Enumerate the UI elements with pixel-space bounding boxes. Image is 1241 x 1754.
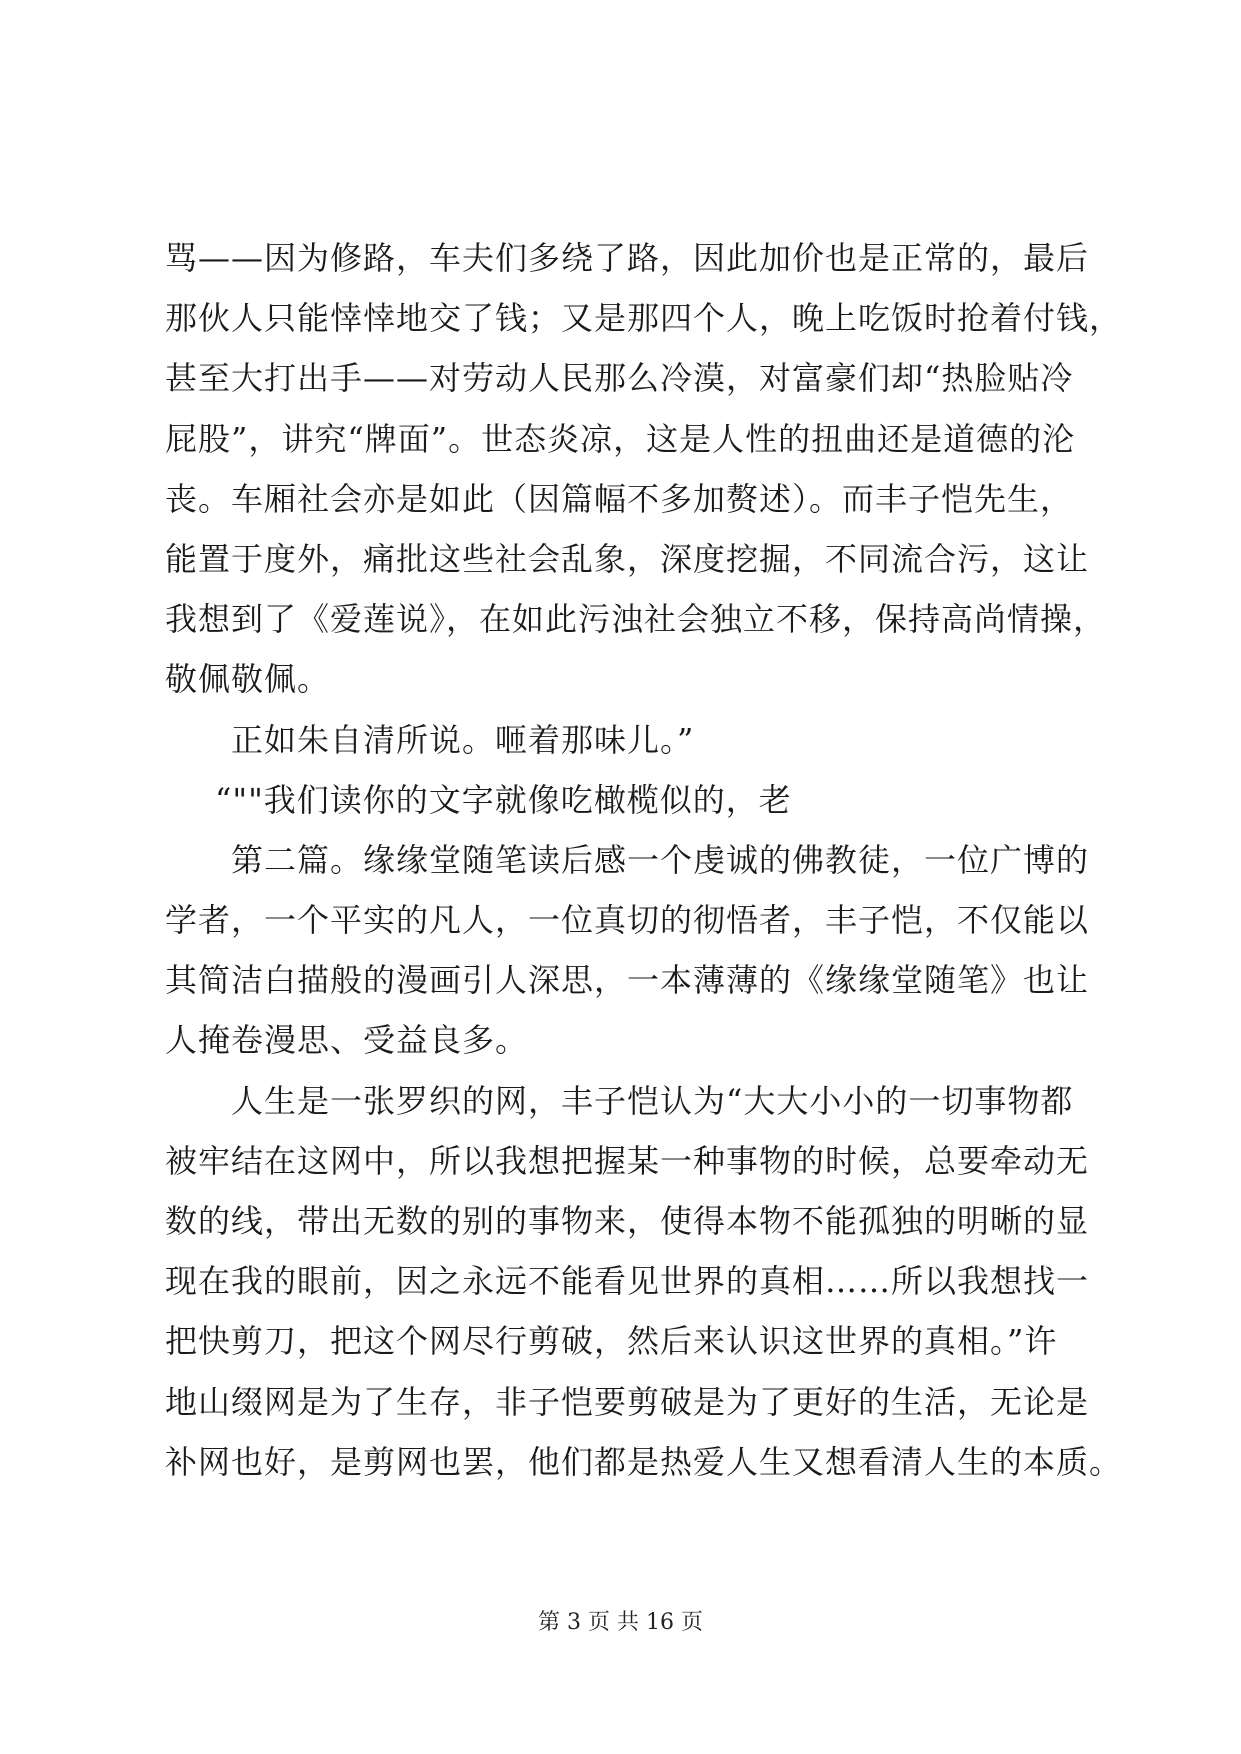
text-line: 丧。车厢社会亦是如此（因篇幅不多加赘述）。而丰子恺先生， [165,479,1074,518]
text-line: 地山缀网是为了生存，非子恺要剪破是为了更好的生活，无论是 [165,1382,1090,1421]
text-line: 补网也好，是剪网也罢，他们都是热爱人生又想看清人生的本质。 [165,1442,1123,1481]
text-line: 数的线，带出无数的别的事物来，使得本物不能孤独的明晰的显 [165,1202,1090,1240]
text-line: 甚至大打出手——对劳动人民那么冷漠，对富豪们却“热脸贴冷 [165,359,1074,398]
text-line: 骂——因为修路，车夫们多绕了路，因此加价也是正常的，最后 [165,239,1090,277]
text-line: 我想到了《爱莲说》，在如此污浊社会独立不移，保持高尚情操， [165,600,1107,639]
text-line: 第二篇。缘缘堂随笔读后感一个虔诚的佛教徒，一位广博的 [231,840,1090,879]
page-number: 第 3 页 共 16 页 [538,1610,703,1635]
text-line: “""我们读你的文字就像吃橄榄似的，老 [215,780,792,819]
body-text [165,228,1123,1492]
text-line: 能置于度外，痛批这些社会乱象，深度挖掘，不同流合污，这让 [165,539,1090,578]
text-line: 被牢结在这网中，所以我想把握某一种事物的时候，总要牵动无 [165,1141,1090,1180]
text-line: 现在我的眼前，因之永远不能看见世界的真相……所以我想找一 [165,1262,1090,1301]
text-line: 那伙人只能悻悻地交了钱；又是那四个人，晚上吃饭时抢着付钱， [165,299,1123,338]
text-line: 把快剪刀，把这个网尽行剪破，然后来认识这世界的真相。”许 [165,1322,1058,1361]
text-line: 正如朱自清所说。咂着那味儿。” [231,720,695,759]
text-line: 人生是一张罗织的网，丰子恺认为“大大小小的一切事物都 [231,1081,1074,1120]
text-line: 学者，一个平实的凡人，一位真切的彻悟者，丰子恺，不仅能以 [165,901,1090,940]
text-line: 其简洁白描般的漫画引人深思，一本薄薄的《缘缘堂随笔》也让 [165,961,1090,1000]
text-line: 敬佩敬佩。 [165,660,331,699]
text-line: 屁股”，讲究“牌面”。世态炎凉，这是人性的扭曲还是道德的沦 [165,419,1076,458]
text-line: 人掩卷漫思、受益良多。 [165,1021,529,1060]
